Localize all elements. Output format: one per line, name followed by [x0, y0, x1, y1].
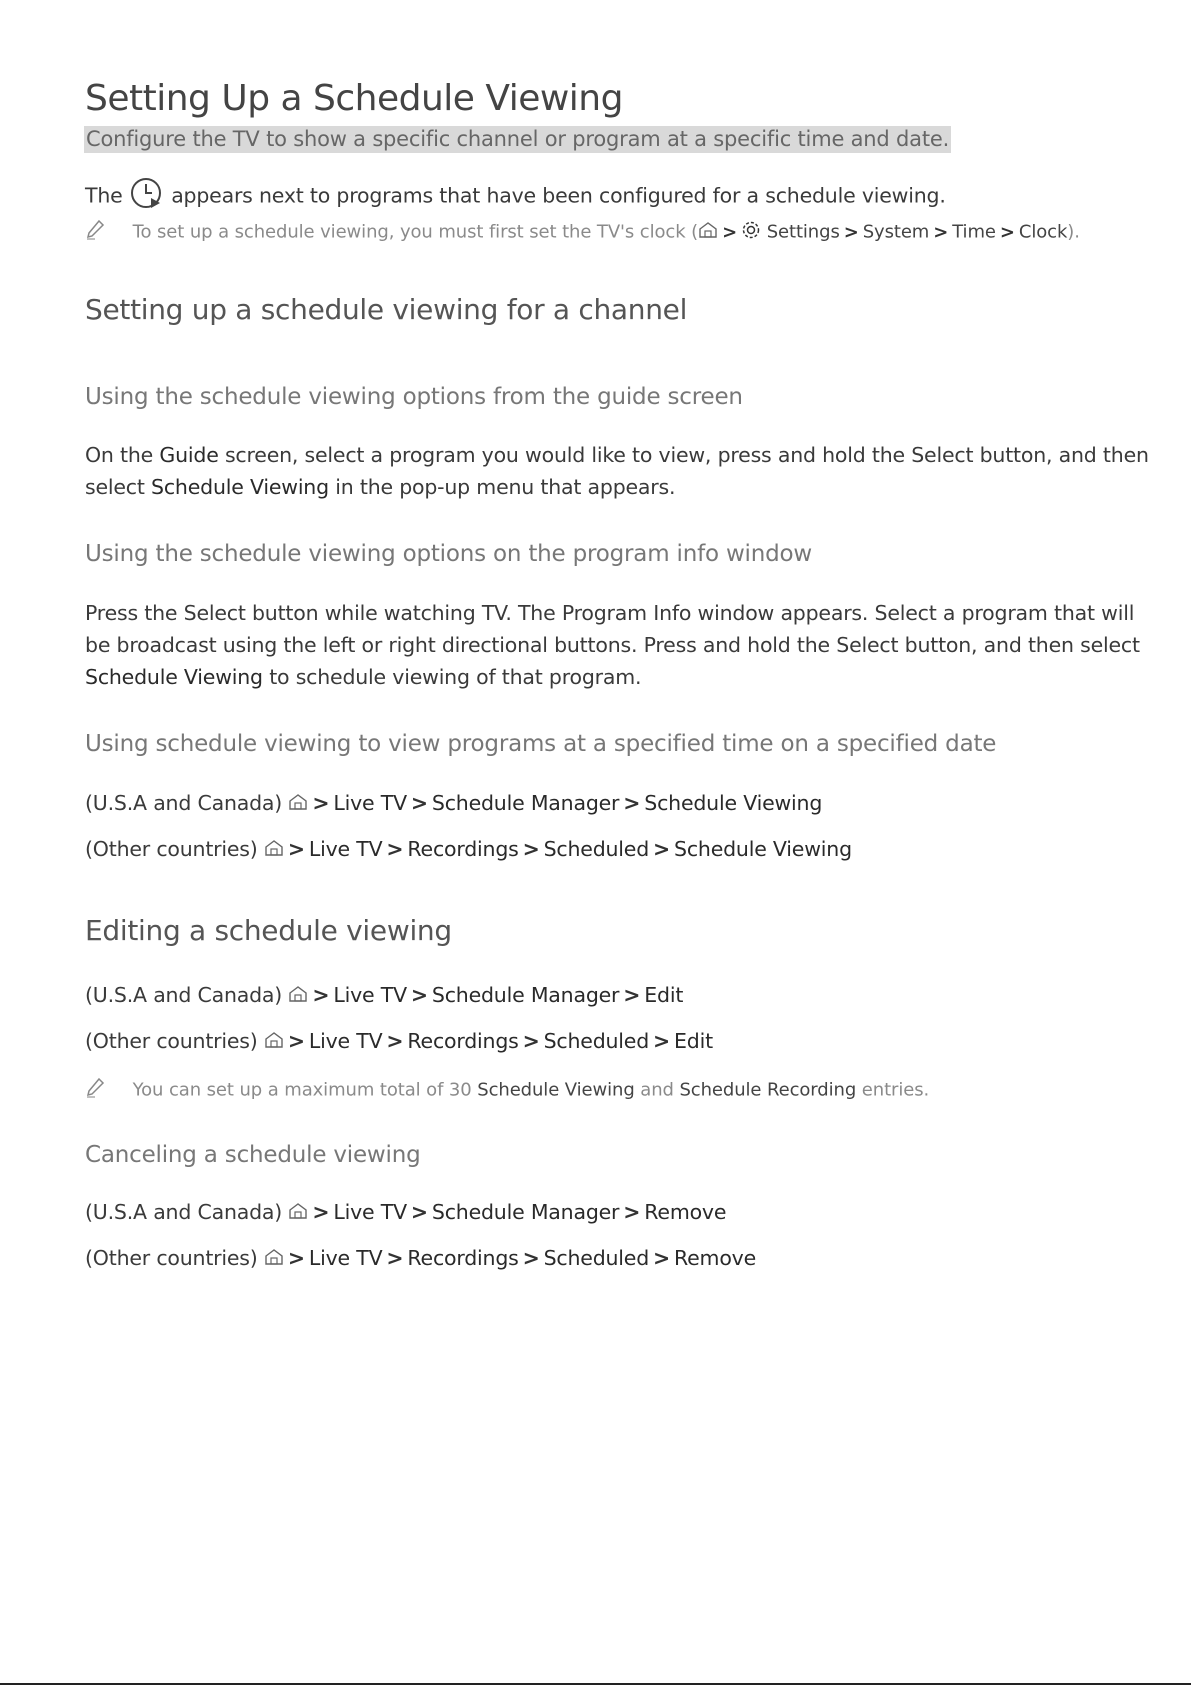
path-step: Recordings: [407, 837, 519, 861]
path-separator: >: [623, 983, 641, 1007]
gear-icon: [741, 220, 761, 245]
nav-path-usa-schedule-viewing: [85, 791, 822, 816]
paragraph-guide-line1: [85, 443, 1149, 467]
path-separator: >: [287, 1246, 305, 1270]
path-separator: >: [312, 983, 330, 1007]
region-label: (U.S.A and Canada): [85, 791, 283, 815]
note-clock-text: To set up a schedule viewing, you must first set the TV's clock (: [132, 221, 699, 243]
note-clock: [85, 219, 1080, 246]
ui-term-schedule-recording: Schedule Recording: [679, 1079, 857, 1101]
path-separator: >: [722, 221, 738, 243]
path-separator: >: [410, 983, 428, 1007]
path-step: Scheduled: [543, 1029, 650, 1053]
path-separator: >: [312, 791, 330, 815]
ui-term-schedule-viewing: Schedule Viewing: [85, 665, 263, 689]
nav-path-other-schedule-viewing: [85, 837, 852, 862]
path-step: Edit: [644, 983, 684, 1007]
paragraph-info-line3: [85, 665, 641, 689]
path-step: Schedule Manager: [431, 983, 620, 1007]
intro-prefix: The: [85, 183, 123, 208]
text-fragment: and: [640, 1079, 674, 1101]
home-icon: [288, 792, 308, 816]
region-label: (Other countries): [85, 837, 258, 861]
path-separator: >: [386, 837, 404, 861]
path-step: Live TV: [308, 1246, 383, 1270]
path-separator: >: [386, 1246, 404, 1270]
path-settings: Settings: [766, 221, 840, 243]
path-separator: >: [653, 1029, 671, 1053]
home-icon: [264, 1030, 284, 1054]
path-step: Remove: [674, 1246, 757, 1270]
path-step: Live TV: [308, 1029, 383, 1053]
text-fragment: screen, select a program you would like to view, press and hold the Select button, and then: [224, 443, 1149, 467]
home-icon: [698, 221, 718, 244]
home-icon: [288, 1201, 308, 1225]
path-step: Scheduled: [543, 837, 650, 861]
pencil-note-icon: [85, 219, 105, 246]
paragraph-info-line2: be broadcast using the left or right directional buttons. Press and hold the Select button, and then select: [85, 633, 1140, 657]
path-separator: >: [386, 1029, 404, 1053]
home-icon: [264, 1247, 284, 1271]
text-fragment: You can set up a maximum total of 30: [132, 1079, 472, 1101]
ui-term-guide: Guide: [159, 443, 219, 467]
path-separator: >: [653, 1246, 671, 1270]
section-heading-canceling: Canceling a schedule viewing: [85, 1142, 421, 1168]
schedule-clock-icon: [129, 176, 165, 217]
path-separator: >: [933, 221, 949, 243]
ui-term-schedule-viewing: Schedule Viewing: [477, 1079, 635, 1101]
path-separator: >: [522, 837, 540, 861]
path-step: Schedule Manager: [431, 1200, 620, 1224]
note-max-entries: [85, 1077, 929, 1104]
home-icon: [288, 984, 308, 1008]
path-separator: >: [623, 1200, 641, 1224]
path-clock: Clock: [1018, 221, 1068, 243]
path-time: Time: [952, 221, 996, 243]
text-fragment: select: [85, 475, 145, 499]
path-separator: >: [623, 791, 641, 815]
path-step: Recordings: [407, 1029, 519, 1053]
region-label: (U.S.A and Canada): [85, 1200, 283, 1224]
path-step: Schedule Viewing: [674, 837, 852, 861]
path-separator: >: [522, 1029, 540, 1053]
path-separator: >: [522, 1246, 540, 1270]
nav-path-usa-remove: [85, 1200, 726, 1225]
nav-path-usa-edit: [85, 983, 683, 1008]
path-step: Remove: [644, 1200, 727, 1224]
path-step: Schedule Viewing: [644, 791, 823, 815]
page-title: Setting Up a Schedule Viewing: [85, 78, 623, 119]
subsection-heading-guide: Using the schedule viewing options from the guide screen: [85, 384, 743, 410]
section-heading-editing: Editing a schedule viewing: [85, 914, 452, 947]
text-fragment: On the: [85, 443, 154, 467]
path-step: Live TV: [333, 1200, 407, 1224]
path-step: Schedule Manager: [431, 791, 620, 815]
note-clock-close: ).: [1067, 221, 1080, 243]
intro-line: [85, 176, 946, 217]
text-fragment: in the pop-up menu that appears.: [335, 475, 676, 499]
page-subtitle: Configure the TV to show a specific channel or program at a specific time and date.: [86, 127, 950, 151]
path-separator: >: [287, 1029, 305, 1053]
path-step: Live TV: [333, 791, 407, 815]
path-separator: >: [843, 221, 859, 243]
text-fragment: to schedule viewing of that program.: [269, 665, 642, 689]
region-label: (U.S.A and Canada): [85, 983, 283, 1007]
path-separator: >: [312, 1200, 330, 1224]
ui-term-schedule-viewing: Schedule Viewing: [151, 475, 329, 499]
paragraph-guide-line2: [85, 475, 675, 499]
path-separator: >: [653, 837, 671, 861]
path-step: Scheduled: [543, 1246, 650, 1270]
path-separator: >: [999, 221, 1015, 243]
pencil-note-icon: [85, 1077, 105, 1104]
path-separator: >: [410, 791, 428, 815]
subsection-heading-specified-date: Using schedule viewing to view programs at a specified time on a specified date: [85, 731, 997, 757]
path-separator: >: [287, 837, 305, 861]
paragraph-info-line1: Press the Select button while watching TV. The Program Info window appears. Select a program that will: [85, 601, 1135, 625]
subsection-heading-info-window: Using the schedule viewing options on the program info window: [85, 541, 813, 567]
nav-path-other-edit: [85, 1029, 713, 1054]
path-step: Live TV: [333, 983, 407, 1007]
intro-suffix: appears next to programs that have been configured for a schedule viewing.: [171, 183, 946, 208]
path-step: Recordings: [407, 1246, 519, 1270]
path-separator: >: [410, 1200, 428, 1224]
nav-path-other-remove: [85, 1246, 756, 1271]
path-step: Live TV: [308, 837, 383, 861]
text-fragment: entries.: [861, 1079, 930, 1101]
path-step: Edit: [674, 1029, 713, 1053]
section-heading-channel: Setting up a schedule viewing for a channel: [85, 293, 688, 326]
home-icon: [264, 838, 284, 862]
path-system: System: [862, 221, 930, 243]
region-label: (Other countries): [85, 1029, 258, 1053]
region-label: (Other countries): [85, 1246, 258, 1270]
